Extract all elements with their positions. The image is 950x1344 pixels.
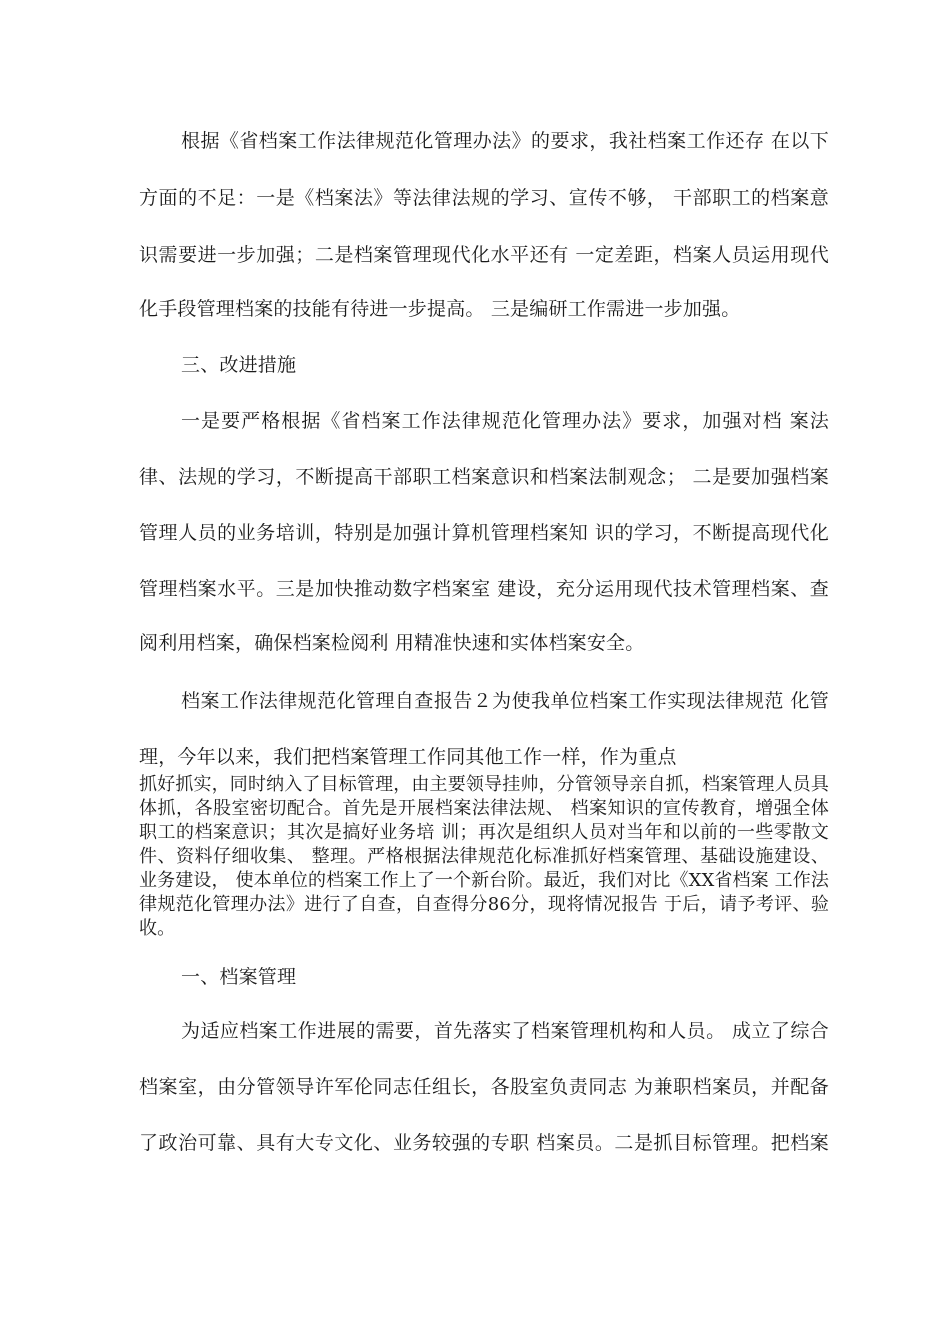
para4-line2: 档案室，由分管领导许军伦同志任组长，各股室负责同志 为兼职档案员，并配备 — [139, 1076, 829, 1098]
para3-line1: 档案工作法律规范化管理自查报告２为使我单位档案工作实现法律规范 化管 — [181, 690, 829, 712]
para2-line3: 管理人员的业务培训，特别是加强计算机管理档案知 识的学习，不断提高现代化 — [139, 522, 829, 544]
para2-line1: 一是要严格根据《省档案工作法律规范化管理办法》要求，加强对档 案法 — [181, 410, 829, 432]
para3-line2: 理，今年以来，我们把档案管理工作同其他工作一样，作为重点 — [139, 746, 677, 768]
para1-line3: 识需要进一步加强；二是档案管理现代化水平还有 一定差距，档案人员运用现代 — [139, 244, 829, 266]
para2-line4: 管理档案水平。三是加快推动数字档案室 建设，充分运用现代技术管理档案、查 — [139, 578, 829, 600]
para2-line2: 律、法规的学习，不断提高干部职工档案意识和档案法制观念； 二是要加强档案 — [139, 466, 829, 488]
section-heading-archive-management: 一、档案管理 — [181, 966, 297, 988]
para1-line4: 化手段管理档案的技能有待进一步提高。 三是编研工作需进一步加强。 — [139, 298, 741, 320]
para1-line1: 根据《省档案工作法律规范化管理办法》的要求，我社档案工作还存 在以下 — [181, 130, 829, 152]
para1-line2: 方面的不足：一是《档案法》等法律法规的学习、宣传不够， 干部职工的档案意 — [139, 187, 829, 209]
para4-line3: 了政治可靠、具有大专文化、业务较强的专职 档案员。二是抓目标管理。把档案 — [139, 1132, 829, 1154]
para2-line5: 阅利用档案，确保档案检阅利 用精准快速和实体档案安全。 — [139, 632, 645, 654]
para3-dense-block: 抓好抓实，同时纳入了目标管理，由主要领导挂帅，分管领导亲自抓，档案管理人员具体抓，各股室密切配合。首先是开展档案法律法规、 档案知识的宣传教育，增强全体职工的档案意识；其次是搞好业务培 训；再次是组织人员对当年和以前的一些零散文件、资料仔细收集、 整理。严格根据法律规范化标准抓好档案管理、基础设施建设、业务建设， 使本单位的档案工作上了一个新台阶。最近，我们对比《XX省档案 工作法律规范化管理办法》进行了自查，自查得分86分，现将情况报告 于后，请予考评、验收。 — [139, 774, 829, 939]
para4-line1: 为适应档案工作进展的需要，首先落实了档案管理机构和人员。 成立了综合 — [181, 1020, 829, 1042]
section-heading-improvements: 三、改进措施 — [181, 354, 297, 376]
